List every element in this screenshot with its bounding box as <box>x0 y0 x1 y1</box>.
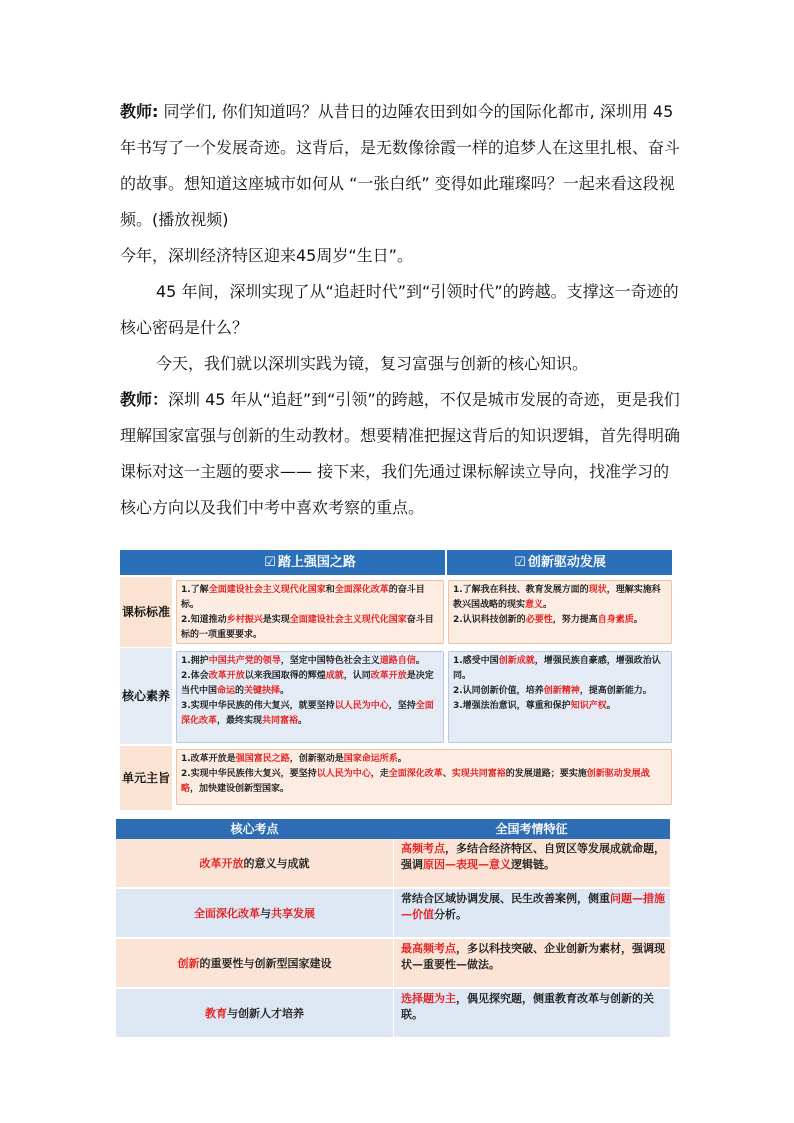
column-header: ☑ 创新驱动发展 <box>514 555 606 570</box>
body-text: 。 <box>415 656 425 666</box>
highlight-text: 创新精神 <box>543 686 580 696</box>
body-text: ，多结合经济特区、自贸区等发展成就命题，强调 <box>401 842 665 871</box>
highlight-text: 问题—措施—价值 <box>401 892 665 921</box>
paragraph-text: 同学们, 你们知道吗？从昔日的边陲农田到如今的国际化都市, 深圳用 45 年书写了一个发展奇迹。这背后，是无数像徐霞一样的追梦人在这里扎根、奋斗的故事。想知道这座城市如何从 “一张白纸” 变得如此璀璨吗？一起来看这段视频。(播放视频) <box>120 102 681 229</box>
body-text: 。 <box>633 615 643 625</box>
body-text: 1.改革开放是 <box>181 754 236 764</box>
highlight-text: 高频考点 <box>401 842 445 855</box>
body-text: 的意义与成就 <box>243 857 310 870</box>
exam-points-table <box>116 819 670 1025</box>
divider <box>393 939 394 987</box>
intro-paragraph <box>120 94 680 238</box>
body-text: ，多以科技突破、企业创新为素材，强调现状—重要性—做法。 <box>401 942 665 971</box>
rich-cell <box>176 749 672 805</box>
highlight-text: 成就 <box>325 671 344 681</box>
column-header: 全国考情特征 <box>495 822 568 836</box>
body-text: ，坚持 <box>388 701 416 711</box>
table-row-standard <box>120 577 672 647</box>
body-text: 3.实现中华民族的伟大复兴，就要坚持 <box>181 701 335 711</box>
highlight-text: 全面深化改革 <box>334 585 389 595</box>
body-text: ，创新驱动是 <box>289 754 344 764</box>
divider <box>393 989 394 1037</box>
highlight-text: 改革开放 <box>208 671 245 681</box>
body-text: ，努力提高 <box>552 615 598 625</box>
highlight-text: 选择题为主 <box>401 992 456 1005</box>
table-row-literacy <box>120 648 672 744</box>
highlight-text: 原因—表现—意义 <box>423 858 511 871</box>
highlight-text: 改革开放 <box>199 857 244 870</box>
exam-point <box>116 839 393 887</box>
row-label: 课标标准 <box>120 577 172 647</box>
checkbox-icon: ☑ <box>514 555 526 570</box>
body-text: ，最终实现 <box>217 716 263 726</box>
body-text: 2.体会 <box>181 671 209 681</box>
body-text: 3.增强法治意识，尊重和保护 <box>453 701 571 711</box>
highlight-text: 命运 <box>217 686 236 696</box>
body-text: ，加快建设创新型国家。 <box>190 784 290 794</box>
highlight-text: 中国共产党的领导 <box>208 656 281 666</box>
body-text: 。 <box>606 701 616 711</box>
highlight-text: 知识产权 <box>570 701 607 711</box>
body-text: 2.实现中华民族伟大复兴，要坚持 <box>181 769 317 779</box>
body-text: 以来我国取得的辉煌 <box>244 671 326 681</box>
body-text: 常结合区域协调发展、民生改善案例，侧重 <box>401 892 610 905</box>
body-text: 的 <box>235 686 245 696</box>
checkbox-icon: ☑ <box>264 555 276 570</box>
highlight-text: 共同富裕 <box>262 716 299 726</box>
body-text: 。 <box>543 600 553 610</box>
body-text: 2.认识科技创新的 <box>453 615 526 625</box>
highlight-text: 乡村振兴 <box>226 615 263 625</box>
body-text: 。 <box>397 754 407 764</box>
table-row <box>116 889 670 937</box>
body-text: ，理解实施科教兴国战略的现实 <box>453 585 661 610</box>
curriculum-table <box>120 550 672 812</box>
body-text: 2.知道推动 <box>181 615 227 625</box>
exam-point <box>116 889 393 937</box>
exam-feature <box>401 991 665 1023</box>
body-text: 、 <box>442 769 452 779</box>
highlight-text: 全面深化改革 <box>181 701 434 726</box>
rich-cell <box>176 580 444 644</box>
body-text: 和 <box>325 585 335 595</box>
exam-point <box>116 989 393 1037</box>
speaker-label: 教师： <box>120 390 169 409</box>
table-row <box>116 939 670 987</box>
question-paragraph: 45 年间，深圳实现了从“追赶时代”到“引领时代”的跨越。支撑这一奇迹的核心密码是什么？ <box>120 282 679 337</box>
rich-cell <box>448 651 672 743</box>
highlight-text: 全面深化改革 <box>194 907 260 920</box>
body-text: 的重要性与创新型国家建设 <box>199 957 332 970</box>
highlight-text: 自身素质 <box>597 615 634 625</box>
highlight-text: 最高频考点 <box>401 942 456 955</box>
column-header: 核心考点 <box>230 822 279 836</box>
highlight-text: 创新成就 <box>498 656 535 666</box>
body-text: 分析。 <box>434 908 467 921</box>
body-text: 是实现 <box>262 615 290 625</box>
exam-feature <box>401 891 665 923</box>
highlight-text: 现状 <box>588 585 607 595</box>
body-text: 2.认同创新价值，培养 <box>453 686 544 696</box>
speaker-label: 教师: <box>120 102 159 121</box>
body-text: 1.了解 <box>181 585 209 595</box>
highlight-text: 关键抉择 <box>244 686 281 696</box>
body-text: 。 <box>298 716 308 726</box>
body-text: 逻辑链。 <box>511 858 555 871</box>
column-header: ☑ 踏上强国之路 <box>264 555 356 570</box>
body-text: ，增强民族自豪感，增强政治认同。 <box>453 656 661 681</box>
exam-point <box>116 939 393 987</box>
body-text: ，走 <box>370 769 389 779</box>
body-text: 的奋斗目标。 <box>181 585 425 610</box>
divider <box>393 839 394 887</box>
birthday-paragraph: 今年，深圳经济特区迎来45周岁“生日”。 <box>120 246 413 265</box>
review-paragraph: 今天，我们就以深圳实践为镜，复习富强与创新的核心知识。 <box>156 354 589 373</box>
table-row-theme <box>120 746 672 810</box>
body-text: 奋斗目标的一项重要要求。 <box>181 615 434 640</box>
highlight-text: 共享发展 <box>271 907 315 920</box>
header-divider <box>445 550 447 575</box>
row-label: 核心素养 <box>120 648 172 744</box>
body-text: ，认同 <box>343 671 371 681</box>
exam-feature <box>401 941 665 973</box>
highlight-text: 创新 <box>177 957 200 970</box>
table-row <box>116 989 670 1037</box>
curriculum-table-header <box>120 550 672 575</box>
highlight-text: 强国富民之路 <box>235 754 290 764</box>
body-text: 。 <box>280 686 290 696</box>
body-text: 与 <box>260 907 271 920</box>
highlight-text: 意义 <box>525 600 544 610</box>
paragraph-text: 深圳 45 年从“追赶”到“引领”的跨越，不仅是城市发展的奇迹，更是我们理解国家富强与创新的生动教材。想要精准把握这背后的知识逻辑，首先得明确课标对这一主题的要求—— 接下来，我们先通过课标解读立导向，找准学习的核心方向以及我们中考中喜欢考察的重点。 <box>120 390 681 517</box>
body-text: 与创新人才培养 <box>227 1007 304 1020</box>
highlight-text: 以人民为中心 <box>334 701 389 711</box>
highlight-text: 必要性 <box>525 615 553 625</box>
row-label: 单元主旨 <box>120 746 172 810</box>
body-text: 1.了解我在科技、教育发展方面的 <box>453 585 589 595</box>
rich-cell <box>448 580 672 644</box>
exam-table-header <box>116 819 670 839</box>
highlight-text: 全面深化改革 <box>388 769 443 779</box>
highlight-text: 全面建设社会主义现代化国家 <box>289 615 407 625</box>
highlight-text: 教育 <box>205 1007 227 1020</box>
body-text: ，提高创新能力。 <box>579 686 652 696</box>
table-row <box>116 839 670 887</box>
highlight-text: 全面建设社会主义现代化国家 <box>208 585 326 595</box>
highlight-text: 以人民为中心 <box>316 769 371 779</box>
body-text: 的发展道路；要实施 <box>505 769 587 779</box>
highlight-text: 道路自信 <box>379 656 416 666</box>
highlight-text: 国家命运所系 <box>343 754 398 764</box>
body-text: ，坚定中国特色社会主义 <box>280 656 380 666</box>
rich-cell <box>176 651 444 743</box>
exam-feature <box>401 841 665 873</box>
body-text: 1.拥护 <box>181 656 209 666</box>
teacher-paragraph <box>120 382 680 526</box>
body-text: ，偶见探究题，侧重教育改革与创新的关联。 <box>401 992 654 1021</box>
body-text: 1.感受中国 <box>453 656 499 666</box>
highlight-text: 实现共同富裕 <box>451 769 506 779</box>
highlight-text: 创新驱动发展战略 <box>181 769 650 794</box>
body-text: 是决定当代中国 <box>181 671 434 696</box>
highlight-text: 改革开放 <box>370 671 407 681</box>
divider <box>393 889 394 937</box>
